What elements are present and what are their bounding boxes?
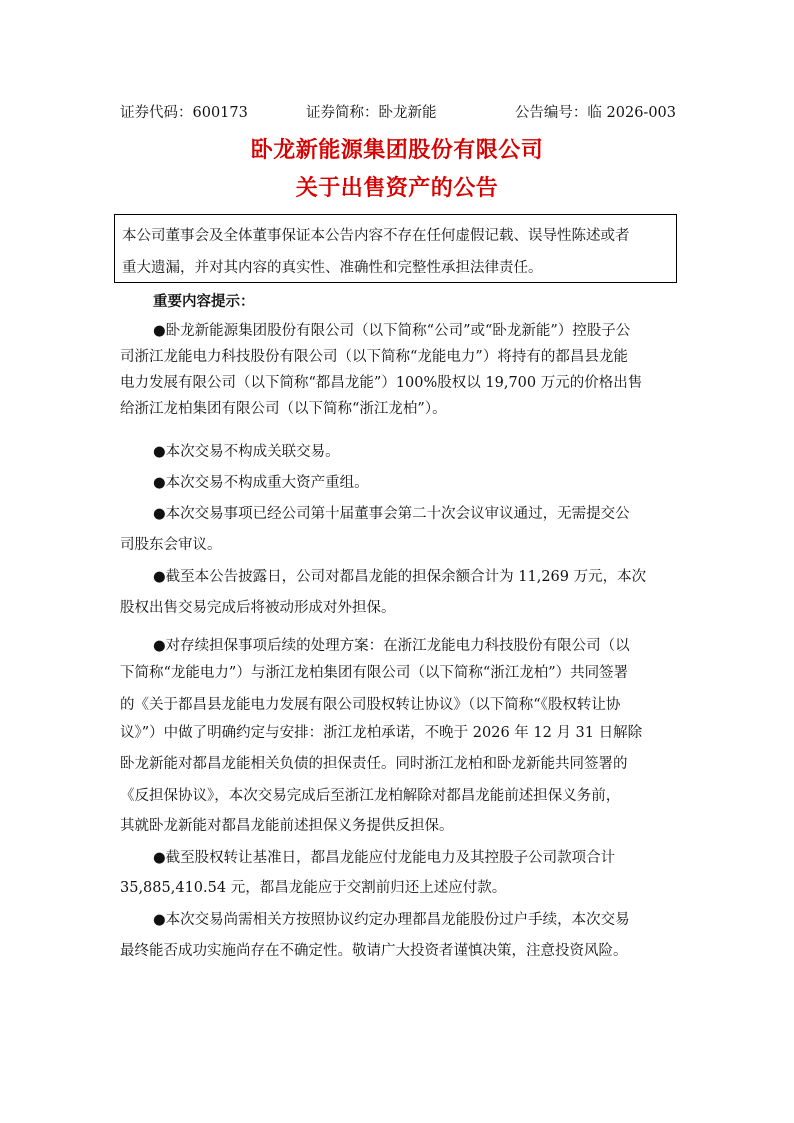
paragraph-line: 股权出售交易完成后将被动形成对外担保。 [120,600,396,616]
paragraph-line: ●截至本公告披露日，公司对都昌龙能的担保余额合计为 11,269 万元，本次 [153,569,647,585]
paragraph-line: 的《关于都昌县龙能电力发展有限公司股权转让协议》（以下简称“《股权转让协 [120,697,621,713]
announcement-title: 关于出售资产的公告 [295,175,499,201]
paragraph-line: 议》”）中做了明确约定与安排：浙江龙柏承诺，不晚于 2026 年 12 月 31 日解除 [120,725,643,741]
paragraph-line: ●对存续担保事项后续的处理方案：在浙江龙能电力科技股份有限公司（以 [153,638,630,654]
paragraph-line: 其就卧龙新能对都昌龙能前述担保义务提供反担保。 [120,818,454,834]
paragraph-line: 下简称“龙能电力”）与浙江龙柏集团有限公司（以下简称“浙江龙柏”）共同签署 [120,665,629,681]
paragraph-line: ●截至股权转让基准日，都昌龙能应付龙能电力及其控股子公司款项合计 [153,850,616,866]
paragraph-line: ●本次交易不构成关联交易。 [153,444,340,460]
board-statement-line: 本公司董事会及全体董事保证本公告内容不存在任何虚假记载、误导性陈述或者 [122,228,630,244]
paragraph-line: ●本次交易事项已经公司第十届董事会第二十次会议审议通过，无需提交公 [153,506,630,522]
announcement-header [120,101,676,123]
paragraph-line: ●本次交易不构成重大资产重组。 [153,475,369,491]
paragraph-line: 《反担保协议》，本次交易完成后至浙江龙柏解除对都昌龙能前述担保义务前， [120,788,621,804]
stock-abbreviation: 证券简称：卧龙新能 [306,105,437,121]
paragraph-line: 司股东会审议。 [120,537,222,553]
paragraph-line: 35,885,410.54 元，都昌龙能应于交割前归还上述应付款。 [120,880,507,896]
section-heading: 重要内容提示： [153,293,255,310]
paragraph-line: ●本次交易尚需相关方按照协议约定办理都昌龙能股份过户手续，本次交易 [153,912,630,928]
board-statement-line: 重大遗漏，并对其内容的真实性、准确性和完整性承担法律责任。 [122,260,543,276]
paragraph-line: 给浙江龙柏集团有限公司（以下简称“浙江龙柏”）。 [120,401,447,417]
paragraph-line: 电力发展有限公司（以下简称“都昌龙能”）100%股权以 19,700 万元的价格出售 [120,375,643,391]
company-title: 卧龙新能源集团股份有限公司 [250,137,544,163]
paragraph-line: ●卧龙新能源集团股份有限公司（以下简称“公司”或“卧龙新能”）控股子公 [153,323,631,339]
stock-code: 证券代码：600173 [120,105,248,121]
paragraph-line: 最终能否成功实施尚存在不确定性。敬请广大投资者谨慎决策，注意投资风险。 [120,943,628,959]
paragraph-line: 卧龙新能对都昌龙能相关负债的担保责任。同时浙江龙柏和卧龙新能共同签署的 [120,756,628,772]
board-statement-box [114,214,677,283]
paragraph-line: 司浙江龙能电力科技股份有限公司（以下简称“龙能电力”）将持有的都昌县龙能 [120,349,628,365]
announcement-number: 公告编号：临 2026-003 [514,105,676,121]
